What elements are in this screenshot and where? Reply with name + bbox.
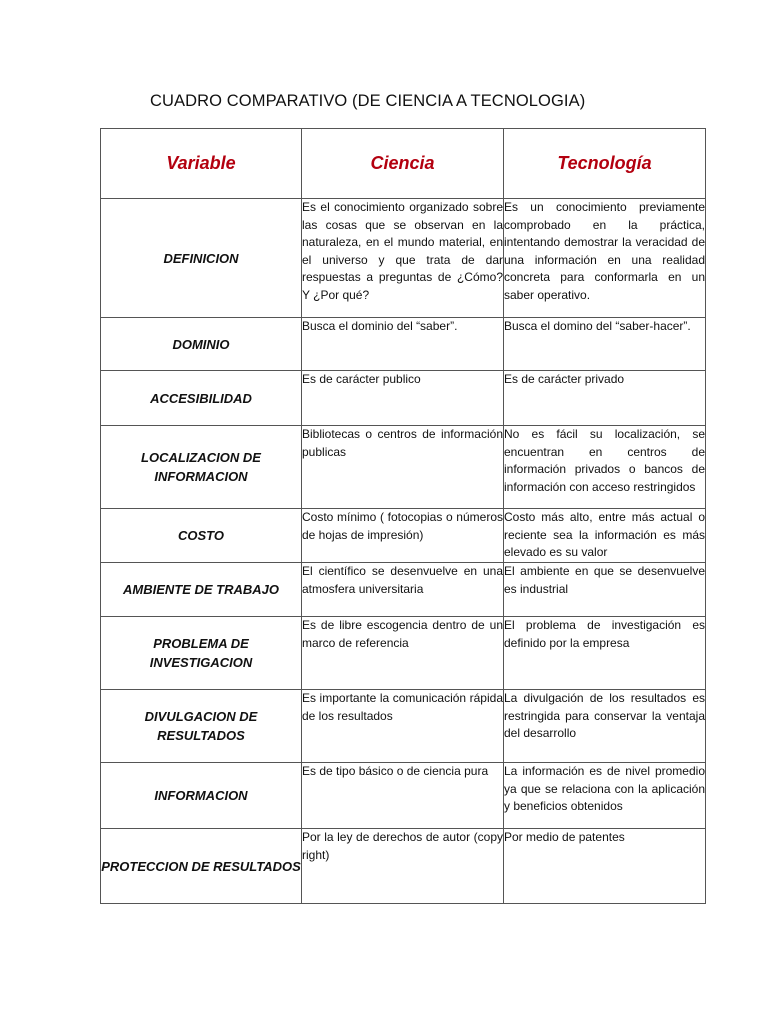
row-variable-cell: LOCALIZACION DE INFORMACION: [101, 426, 302, 509]
row-variable-cell: DEFINICION: [101, 199, 302, 318]
row-tecnologia-cell: No es fácil su localización, se encuentran en centros de información privados o bancos de información con acceso restringidos: [504, 426, 706, 509]
comparison-table: [100, 128, 706, 904]
row-tecnologia-cell: Busca el domino del “saber-hacer”.: [504, 318, 706, 371]
table-row: [101, 509, 706, 563]
document-title: CUADRO COMPARATIVO (DE CIENCIA A TECNOLOGIA): [150, 92, 586, 110]
row-variable-cell: COSTO: [101, 509, 302, 563]
header-variable: Variable: [101, 129, 302, 199]
table-row: [101, 199, 706, 318]
row-variable-cell: DOMINIO: [101, 318, 302, 371]
row-ciencia-cell: Es el conocimiento organizado sobre las cosas que se observan en la naturaleza, en el mundo material, en el universo y que trata de dar respuestas a preguntas de ¿Cómo? Y ¿Por qué?: [302, 199, 504, 318]
row-tecnologia-cell: Costo más alto, entre más actual o reciente sea la información es más elevado es su valor: [504, 509, 706, 563]
table-row: [101, 690, 706, 763]
header-ciencia: Ciencia: [302, 129, 504, 199]
table-row: [101, 371, 706, 426]
table-row: [101, 318, 706, 371]
header-tecnologia: Tecnología: [504, 129, 706, 199]
row-variable-cell: PROTECCION DE RESULTADOS: [101, 829, 302, 904]
row-tecnologia-cell: El ambiente en que se desenvuelve es industrial: [504, 563, 706, 617]
row-ciencia-cell: Bibliotecas o centros de información publicas: [302, 426, 504, 509]
row-tecnologia-cell: La divulgación de los resultados es restringida para conservar la ventaja del desarrollo: [504, 690, 706, 763]
row-variable-cell: INFORMACION: [101, 763, 302, 829]
table-row: [101, 829, 706, 904]
table-row: [101, 617, 706, 690]
row-ciencia-cell: Busca el dominio del “saber”.: [302, 318, 504, 371]
row-tecnologia-cell: El problema de investigación es definido por la empresa: [504, 617, 706, 690]
row-ciencia-cell: Por la ley de derechos de autor (copy right): [302, 829, 504, 904]
table-header-row: [101, 129, 706, 199]
row-ciencia-cell: Es de libre escogencia dentro de un marco de referencia: [302, 617, 504, 690]
row-variable-cell: ACCESIBILIDAD: [101, 371, 302, 426]
row-tecnologia-cell: Por medio de patentes: [504, 829, 706, 904]
row-tecnologia-cell: Es de carácter privado: [504, 371, 706, 426]
row-ciencia-cell: Es importante la comunicación rápida de los resultados: [302, 690, 504, 763]
row-ciencia-cell: Costo mínimo ( fotocopias o números de hojas de impresión): [302, 509, 504, 563]
row-tecnologia-cell: La información es de nivel promedio ya que se relaciona con la aplicación y beneficios obtenidos: [504, 763, 706, 829]
row-tecnologia-cell: Es un conocimiento previamente comprobado en la práctica, intentando demostrar la veracidad de una información en una realidad concreta para conformarla en un saber operativo.: [504, 199, 706, 318]
table-row: [101, 426, 706, 509]
row-ciencia-cell: El científico se desenvuelve en una atmosfera universitaria: [302, 563, 504, 617]
row-variable-cell: PROBLEMA DE INVESTIGACION: [101, 617, 302, 690]
row-ciencia-cell: Es de tipo básico o de ciencia pura: [302, 763, 504, 829]
row-ciencia-cell: Es de carácter publico: [302, 371, 504, 426]
row-variable-cell: AMBIENTE DE TRABAJO: [101, 563, 302, 617]
table-row: [101, 563, 706, 617]
row-variable-cell: DIVULGACION DE RESULTADOS: [101, 690, 302, 763]
table-row: [101, 763, 706, 829]
